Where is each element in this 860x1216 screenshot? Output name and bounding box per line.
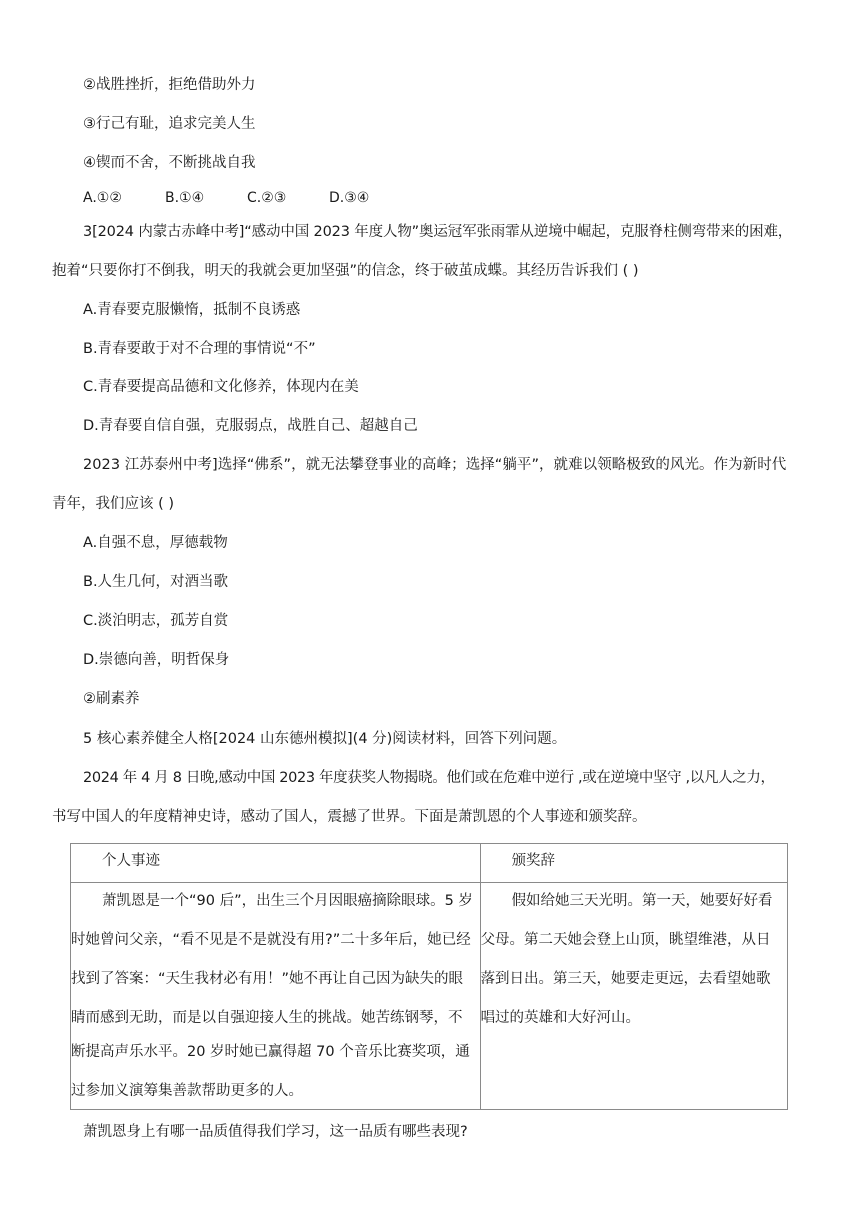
cell-citation — [480, 883, 787, 1110]
q2-choices — [83, 188, 503, 208]
table-body-row — [71, 883, 788, 1110]
q2-choice-c: C.②③ — [247, 190, 287, 206]
q5-title: 5 核心素养健全人格[2024 山东德州模拟](4 分)阅读材料，回答下列问题。 — [83, 731, 567, 747]
deeds-line-2: 时她曾问父亲，“看不见是不是就没有用?”二十多年后，她已经 — [71, 932, 471, 948]
section-heading: ②刷素养 — [83, 691, 140, 707]
q4-option-c: C.淡泊明志，孤芳自赏 — [83, 613, 229, 629]
q4-stem-line1: 2023 江苏泰州中考]选择“佛系”，就无法攀登事业的高峰；选择“躺平”，就难以领略极致的风光。作为新时代 — [83, 457, 787, 473]
q3-option-b: B.青春要敢于对不合理的事情说“不” — [83, 341, 316, 357]
q2-statement-3: ③行己有耻，追求完美人生 — [83, 116, 256, 132]
q4-option-b: B.人生几何，对酒当歌 — [83, 574, 229, 590]
deeds-line-1: 萧凯恩是一个“90 后”，出生三个月因眼癌摘除眼球。5 岁 — [102, 893, 473, 909]
q2-statement-2: ②战胜挫折，拒绝借助外力 — [83, 77, 256, 93]
q5-paragraph-line1: 2024 年 4 月 8 日晚,感动中国 2023 年度获奖人物揭晓。他们或在危难中逆行 ,或在逆境中坚守 ,以凡人之力， — [83, 770, 775, 786]
q2-choice-b: B.①④ — [165, 190, 205, 206]
q3-option-c: C.青春要提高品德和文化修养，体现内在美 — [83, 379, 359, 395]
citation-line-3: 落到日出。第三天，她要走更远，去看望她歌 — [480, 971, 771, 987]
table-header-row — [71, 844, 788, 883]
q2-statement-4: ④锲而不舍，不断挑战自我 — [83, 155, 256, 171]
q2-choice-a: A.①② — [83, 190, 122, 206]
q4-option-a: A.自强不息，厚德载物 — [83, 535, 228, 551]
citation-line-4: 唱过的英雄和大好河山。 — [480, 1010, 641, 1026]
deeds-line-3: 找到了答案：“天生我材必有用！”她不再让自己因为缺失的眼 — [71, 971, 464, 987]
q2-choice-d: D.③④ — [329, 190, 370, 206]
deeds-line-5: 断提高声乐水平。20 岁时她已赢得超 70 个音乐比赛奖项，通 — [71, 1044, 470, 1060]
deeds-citation-table — [70, 843, 788, 1110]
deeds-line-6: 过参加义演筹集善款帮助更多的人。 — [71, 1083, 303, 1099]
q3-stem-line2: 抱着“只要你打不倒我，明天的我就会更加坚强”的信念，终于破茧成蝶。其经历告诉我们 ( ) — [52, 263, 639, 279]
q4-option-d: D.崇德向善，明哲保身 — [83, 652, 230, 668]
q5-question: 萧凯恩身上有哪一品质值得我们学习，这一品质有哪些表现? — [83, 1124, 468, 1140]
header-citation: 颁奖辞 — [480, 844, 787, 883]
q3-option-d: D.青春要自信自强，克服弱点，战胜自己、超越自己 — [83, 418, 418, 434]
cell-deeds — [71, 883, 481, 1110]
citation-line-2: 父母。第二天她会登上山顶，眺望维港，从日 — [480, 932, 771, 948]
header-deeds: 个人事迹 — [71, 844, 481, 883]
citation-line-1: 假如给她三天光明。第一天，她要好好看 — [511, 893, 773, 909]
deeds-line-4: 睛而感到无助，而是以自强迎接人生的挑战。她苦练钢琴，不 — [71, 1010, 463, 1026]
q4-stem-line2: 青年，我们应该 ( ) — [52, 496, 175, 512]
q5-paragraph-line2: 书写中国人的年度精神史诗，感动了国人，震撼了世界。下面是萧凯恩的个人事迹和颁奖辞。 — [52, 809, 647, 825]
q3-option-a: A.青春要克服懒惰，抵制不良诱惑 — [83, 302, 301, 318]
q3-stem-line1: 3[2024 内蒙古赤峰中考]“感动中国 2023 年度人物”奥运冠军张雨霏从逆境中崛起，克服脊柱侧弯带来的困难， — [83, 224, 793, 240]
